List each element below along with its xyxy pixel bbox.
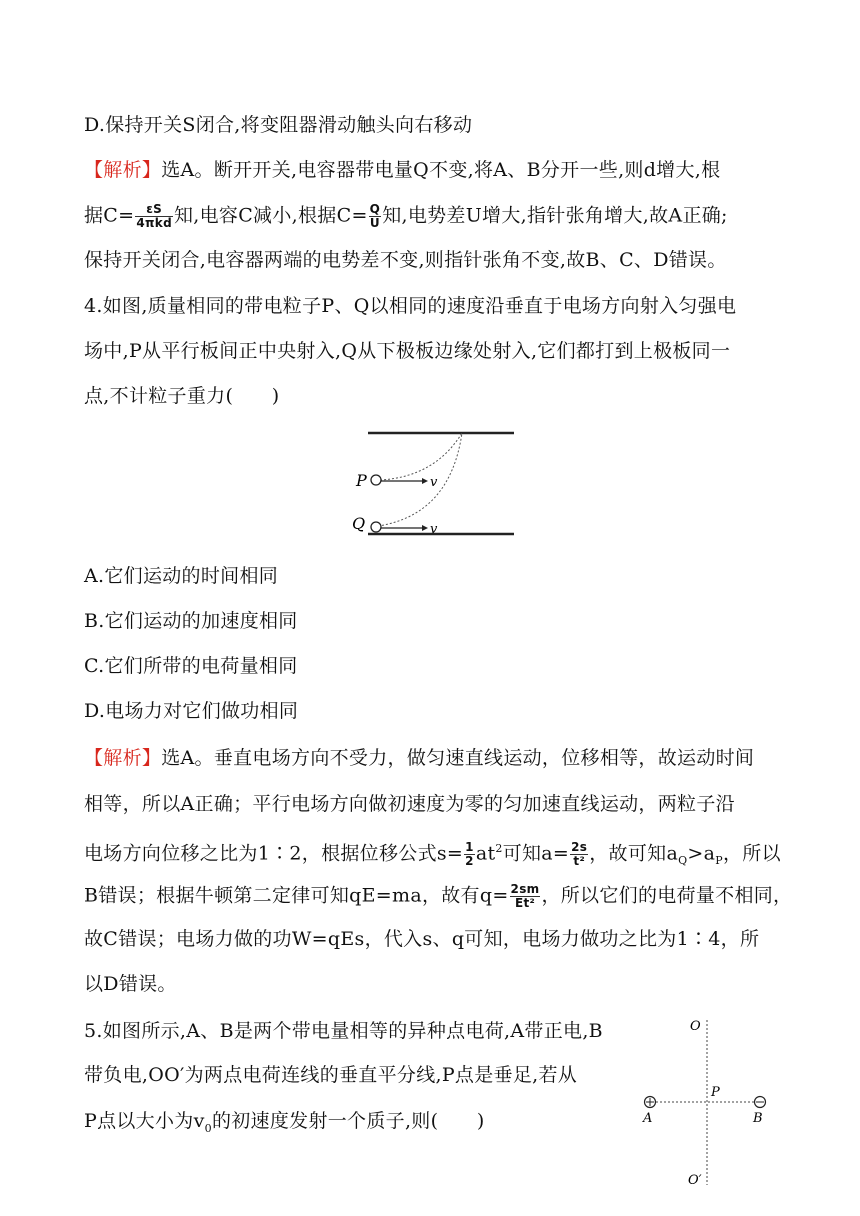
label-p: P xyxy=(711,1085,720,1100)
arrowhead-q xyxy=(422,525,428,531)
fraction-denominator: U xyxy=(369,216,380,230)
trajectory-q xyxy=(378,433,462,526)
q3-analysis-line1 xyxy=(84,158,720,182)
q4-analysis-line2: 相等，所以A正确；平行电场方向做初速度为零的匀加速直线运动，两粒子沿 xyxy=(84,793,735,815)
q3-analysis-line2 xyxy=(84,203,728,230)
subscript: 0 xyxy=(204,1121,212,1135)
q5-stem-line3 xyxy=(84,1109,485,1141)
q4-analysis-line5: 故C错误；电场力做的功W=qEs，代入s、q可知，电场力做功之比为1∶4，所 xyxy=(84,928,760,950)
analysis-text: 知,电势差U增大,指针张角增大,故A正确; xyxy=(382,204,728,227)
subscript: Q xyxy=(678,854,688,868)
fraction-numerator: 2sm xyxy=(510,882,540,896)
fraction-denominator: Et² xyxy=(514,896,536,910)
arrowhead-p xyxy=(422,478,428,484)
half-fraction xyxy=(464,841,475,868)
subscript: P xyxy=(715,854,723,868)
label-o: O xyxy=(690,1019,701,1034)
analysis-text: 可知a= xyxy=(502,842,570,865)
q4-stem-line1: 4.如图,质量相同的带电粒子P、Q以相同的速度沿垂直于电场方向射入匀强电 xyxy=(84,295,737,317)
q4-option-b: B.它们运动的加速度相同 xyxy=(84,610,298,632)
analysis-text: B错误；根据牛顿第二定律可知qE=ma，故有q= xyxy=(84,884,509,907)
q5-stem-line1: 5.如图所示,A、B是两个带电量相等的异种点电荷,A带正电,B xyxy=(84,1020,603,1042)
fraction-denominator: t² xyxy=(573,853,585,868)
superscript: 2 xyxy=(495,842,503,855)
fraction-numerator: 2s xyxy=(571,839,588,854)
q4-stem-line3: 点,不计粒子重力( ) xyxy=(84,385,280,407)
particle-q xyxy=(371,522,381,532)
analysis-text: at xyxy=(475,842,496,865)
q4-option-c: C.它们所带的电荷量相同 xyxy=(84,655,298,677)
analysis-text: ，所以 xyxy=(722,842,781,865)
q4-stem-line2: 场中,P从平行板间正中央射入,Q从下极板边缘处射入,它们都打到上极板同一 xyxy=(84,340,731,362)
q3-analysis-line3: 保持开关闭合,电容器两端的电势差不变,则指针张角不变,故B、C、D错误。 xyxy=(84,249,727,271)
q4-analysis-line3 xyxy=(84,837,781,873)
fraction-denominator: 4πkd xyxy=(136,216,172,230)
analysis-text: 选A。断开开关,电容器带电量Q不变,将A、B分开一些,则d增大,根 xyxy=(161,159,721,181)
analysis-text: 据C= xyxy=(84,204,135,227)
label-v1: v xyxy=(430,475,438,490)
label-a: A xyxy=(643,1111,653,1126)
charge-fraction xyxy=(510,883,541,910)
fraction-denominator: 2 xyxy=(465,853,474,868)
label-p: P xyxy=(356,471,367,490)
label-b: B xyxy=(753,1111,763,1126)
q4-option-a: A.它们运动的时间相同 xyxy=(84,565,279,587)
q4-option-d: D.电场力对它们做功相同 xyxy=(84,700,299,722)
q3-option-d: D.保持开关S闭合,将变阻器滑动触头向右移动 xyxy=(84,114,473,136)
stem-text: P点以大小为v xyxy=(84,1110,205,1132)
point-charges-figure xyxy=(630,1010,780,1195)
capacitance-fraction xyxy=(135,203,173,230)
capacitance-def-fraction xyxy=(369,203,382,230)
q5-stem-line2: 带负电,OO′为两点电荷连线的垂直平分线,P点是垂足,若从 xyxy=(84,1064,578,1086)
analysis-text: 电场方向位移之比为1∶2，根据位移公式s= xyxy=(84,842,464,865)
fraction-numerator: Q xyxy=(369,202,381,216)
label-q: Q xyxy=(352,514,366,533)
label-v2: v xyxy=(430,522,438,537)
analysis-tag: 【解析】 xyxy=(84,159,162,181)
q4-analysis-line4 xyxy=(84,883,792,910)
label-o-prime: O′ xyxy=(688,1173,702,1188)
analysis-text: ，所以它们的电荷量不相同， xyxy=(541,884,793,907)
analysis-text: 知,电容C减小,根据C= xyxy=(173,204,368,227)
analysis-tag: 【解析】 xyxy=(84,747,162,769)
analysis-text: ，故可知a xyxy=(589,842,679,865)
acceleration-fraction xyxy=(570,841,588,868)
q4-analysis-line1 xyxy=(84,746,754,770)
analysis-text: 选A。垂直电场方向不受力，做匀速直线运动，位移相等，故运动时间 xyxy=(161,747,755,769)
trajectory-p xyxy=(380,433,462,480)
fraction-numerator: εS xyxy=(135,203,173,217)
q4-analysis-line6: 以D错误。 xyxy=(84,973,177,995)
analysis-text: >a xyxy=(687,842,716,865)
particle-p xyxy=(371,475,381,485)
stem-text: 的初速度发射一个质子,则( ) xyxy=(211,1110,485,1132)
parallel-plate-figure xyxy=(340,425,530,540)
fraction-numerator: 1 xyxy=(465,839,474,854)
